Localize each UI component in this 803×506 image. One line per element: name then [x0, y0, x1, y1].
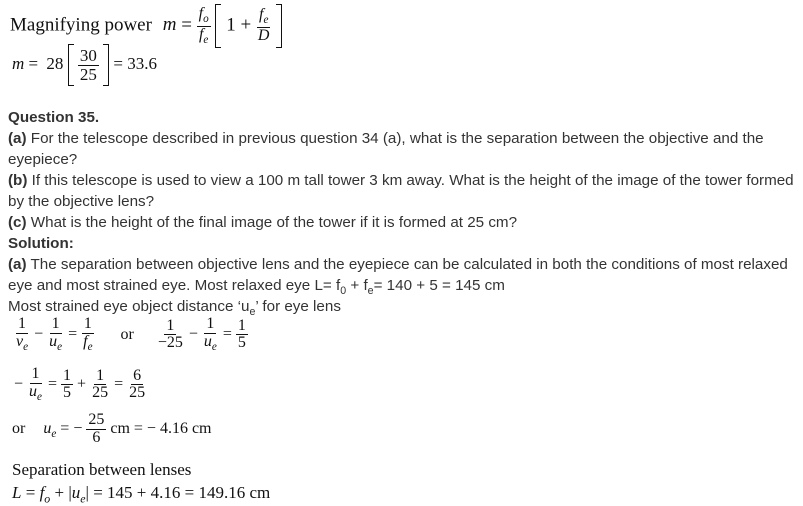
solution-part-a-line2: eye and most strained eye. Most relaxed eye $L= f_0 + f_e= 140 + 5 = 145$ cm	[8, 277, 505, 298]
m-symbol: m	[162, 14, 177, 36]
equals-sign: =	[68, 325, 78, 343]
left-bracket	[68, 44, 74, 86]
solution-part-a-line1: (a) The separation between objective lens and the eyepiece can be calculated in both the conditions of most relaxed	[8, 256, 788, 273]
magnification-value-equation	[12, 44, 157, 86]
fo-symbol: $f_o$	[39, 483, 51, 506]
right-bracket	[276, 4, 282, 48]
six-over-25: $\frac{6}{25}$	[129, 366, 146, 402]
or-text: or	[12, 419, 26, 437]
equals-sign: =	[28, 53, 39, 73]
ratio-fraction: $\frac{30}{25}$	[79, 45, 97, 84]
25-over-6: $\frac{25}{6}$	[88, 411, 105, 446]
plus-sign: +	[240, 14, 252, 36]
ue-result: cm = − 4.16 cm	[110, 419, 212, 437]
question-title: Question 35.	[8, 109, 100, 126]
equals-sign: =	[181, 14, 192, 36]
equals-minus: = −	[60, 419, 83, 437]
m-symbol: m	[12, 53, 25, 73]
coefficient: 28	[46, 53, 64, 73]
one-over-ue: $\frac{1}{u_e}$	[49, 315, 63, 353]
question-part-a-line2: eyepiece?	[8, 151, 78, 168]
one-over-ue-2: $\frac{1}{u_e}$	[203, 315, 217, 353]
equals-sign: =	[48, 375, 58, 393]
ue-value-equation	[12, 412, 211, 447]
plus-sign: +	[54, 483, 65, 502]
separation-result: = 145 + 4.16 = 149.16 cm	[93, 483, 271, 502]
question-part-a-line1: (a) For the telescope described in previous question 34 (a), what is the separation between the objective and the	[8, 130, 764, 147]
solve-ue-equation	[14, 366, 147, 404]
one-over-fe: $\frac{1}{f_e}$	[83, 315, 93, 353]
L-symbol: L	[12, 483, 22, 502]
ue-symbol: $u_e$	[43, 419, 57, 441]
equals-sign: =	[25, 483, 36, 502]
one-over-ve: $\frac{1}{v_e}$	[16, 315, 29, 353]
solution-title: Solution:	[8, 235, 74, 252]
one-over-minus25: $\frac{1}{-25}$	[157, 316, 183, 352]
separation-equation	[12, 483, 270, 506]
one: 1	[226, 14, 236, 36]
fo-over-fe-fraction: $\frac{f_o}{f_e}$	[198, 4, 209, 46]
left-bracket	[215, 4, 221, 48]
plus-sign: +	[77, 375, 87, 393]
magnifying-power-equation	[10, 4, 282, 48]
equals-sign: =	[222, 325, 232, 343]
lens-formula-equation	[14, 316, 248, 354]
minus-sign: −	[34, 325, 44, 343]
right-bracket	[103, 44, 109, 86]
solution-part-a-line3: Most strained eye object distance ‘$u_e$’ for eye lens	[8, 298, 341, 319]
abs-ue: $|u_e|$	[68, 483, 89, 506]
or-text: or	[120, 325, 134, 343]
magnifying-power-label: Magnifying power	[10, 14, 152, 36]
question-part-b-line1: (b) If this telescope is used to view a 100 m tall tower 3 km away. What is the height of the image of the tower formed	[8, 172, 794, 189]
one-over-five: $\frac{1}{5}$	[63, 366, 72, 402]
one-over-ue: $\frac{1}{u_e}$	[29, 365, 42, 403]
result: = 33.6	[113, 53, 157, 73]
question-part-b-line2: by the objective lens?	[8, 193, 155, 210]
separation-label: Separation between lenses	[12, 460, 192, 479]
minus-sign: −	[14, 375, 24, 393]
equals-sign: =	[114, 375, 124, 393]
question-part-c: (c) What is the height of the final image of the tower if it is formed at 25 cm?	[8, 214, 518, 231]
fe-over-D-fraction: $\frac{f_e}{D}$	[257, 6, 270, 45]
minus-sign: −	[188, 325, 198, 343]
one-over-25: $\frac{1}{25}$	[92, 366, 109, 402]
one-over-five: $\frac{1}{5}$	[237, 316, 246, 352]
